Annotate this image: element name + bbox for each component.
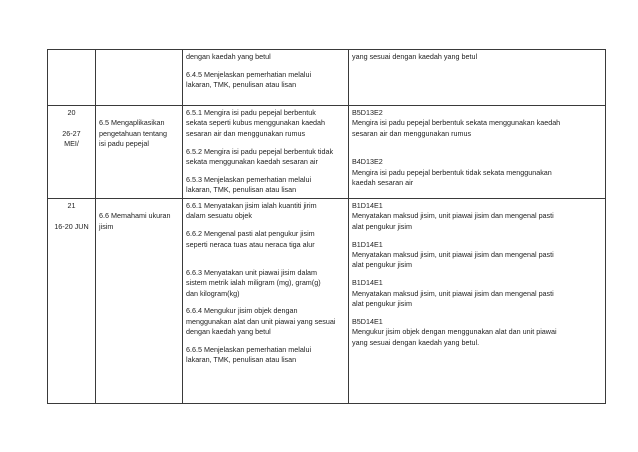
- learning-item: 6.6.5 Menjelaskan pemerhatian melalui lakaran, TMK, penulisan atau lisan: [186, 345, 312, 365]
- performance-item: B5D14E1 Mengukur jisim objek dengan menggunakan alat dan unit piawai yang sesuai dengan kaedah yang betul.: [352, 316, 557, 347]
- performance-item: B1D14E1 Menyatakan maksud jisim, unit piawai jisim dan mengenal pasti alat pengukur jisim: [352, 201, 554, 231]
- week-cell: [48, 199, 96, 404]
- week-date: 26-27: [62, 128, 81, 138]
- learning-item: 6.6.3 Menyatakan unit piawai jisim dalam sistem metrik ialah miligram (mg), gram(g) dan kilogram(kg): [186, 267, 321, 298]
- learning-item: 6.5.3 Menjelaskan pemerhatian melalui lakaran, TMK, penulisan atau lisan: [186, 174, 312, 195]
- table-row: [48, 50, 606, 106]
- week-cell: [48, 106, 96, 199]
- standard-cell: 6.6 Memahami ukuran jisim: [96, 199, 183, 404]
- learning-item: 6.6.4 Mengukur jisim objek dengan menggunakan alat dan unit piawai yang sesuai dengan kaedah yang betul: [186, 306, 336, 337]
- table-row: [48, 199, 606, 404]
- learning-standard-cell: [183, 199, 349, 404]
- learning-standard-cell: [183, 106, 349, 199]
- week-date: MEI/: [64, 139, 79, 149]
- content-standard: 6.6 Memahami ukuran: [99, 211, 171, 221]
- week-number: 20: [67, 108, 76, 117]
- content-standard: 6.5 Mengaplikasikan: [99, 118, 165, 128]
- performance-item: B1D14E1 Menyatakan maksud jisim, unit piawai jisim dan mengenal pasti alat pengukur jisim: [352, 278, 554, 309]
- performance-item: B5D13E2 Mengira isi padu pepejal berbentuk sekata menggunakan kaedah sesaran air dan menggunakan rumus: [352, 108, 561, 138]
- learning-item: 6.6.1 Menyatakan jisim ialah kuantiti jirim dalam sesuatu objek: [186, 201, 317, 221]
- performance-item: yang sesuai dengan kaedah yang betul: [352, 52, 478, 61]
- learning-item: 6.5.2 Mengira isi padu pepejal berbentuk tidak sekata menggunakan kaedah sesaran air: [186, 146, 334, 167]
- learning-standard-cell: [183, 50, 349, 106]
- performance-cell: [349, 199, 606, 404]
- learning-item: 6.4.5 Menjelaskan pemerhatian melalui lakaran, TMK, penulisan atau lisan: [186, 69, 312, 90]
- learning-item: 6.5.1 Mengira isi padu pepejal berbentuk sekata seperti kubus menggunakan kaedah sesaran air dan menggunakan rumus: [186, 108, 326, 138]
- standard-cell: 6.5 Mengaplikasikan pengetahuan tentang isi padu pepejal: [96, 106, 183, 199]
- performance-item: B1D14E1 Menyatakan maksud jisim, unit piawai jisim dan mengenal pasti alat pengukur jisim: [352, 239, 554, 270]
- performance-item: B4D13E2 Mengira isi padu pepejal berbentuk tidak sekata menggunakan kaedah sesaran air: [352, 157, 552, 188]
- standard-cell: [96, 50, 183, 106]
- lesson-plan-table: [47, 49, 606, 404]
- learning-item: dengan kaedah yang betul: [186, 52, 271, 61]
- week-number: 21: [67, 201, 76, 210]
- performance-cell: [349, 50, 606, 106]
- learning-item: 6.6.2 Mengenal pasti alat pengukur jisim seperti neraca tuas atau neraca tiga alur: [186, 229, 315, 249]
- week-date: 16-20 JUN: [54, 221, 89, 231]
- table-row: [48, 106, 606, 199]
- week-cell: [48, 50, 96, 106]
- performance-cell: [349, 106, 606, 199]
